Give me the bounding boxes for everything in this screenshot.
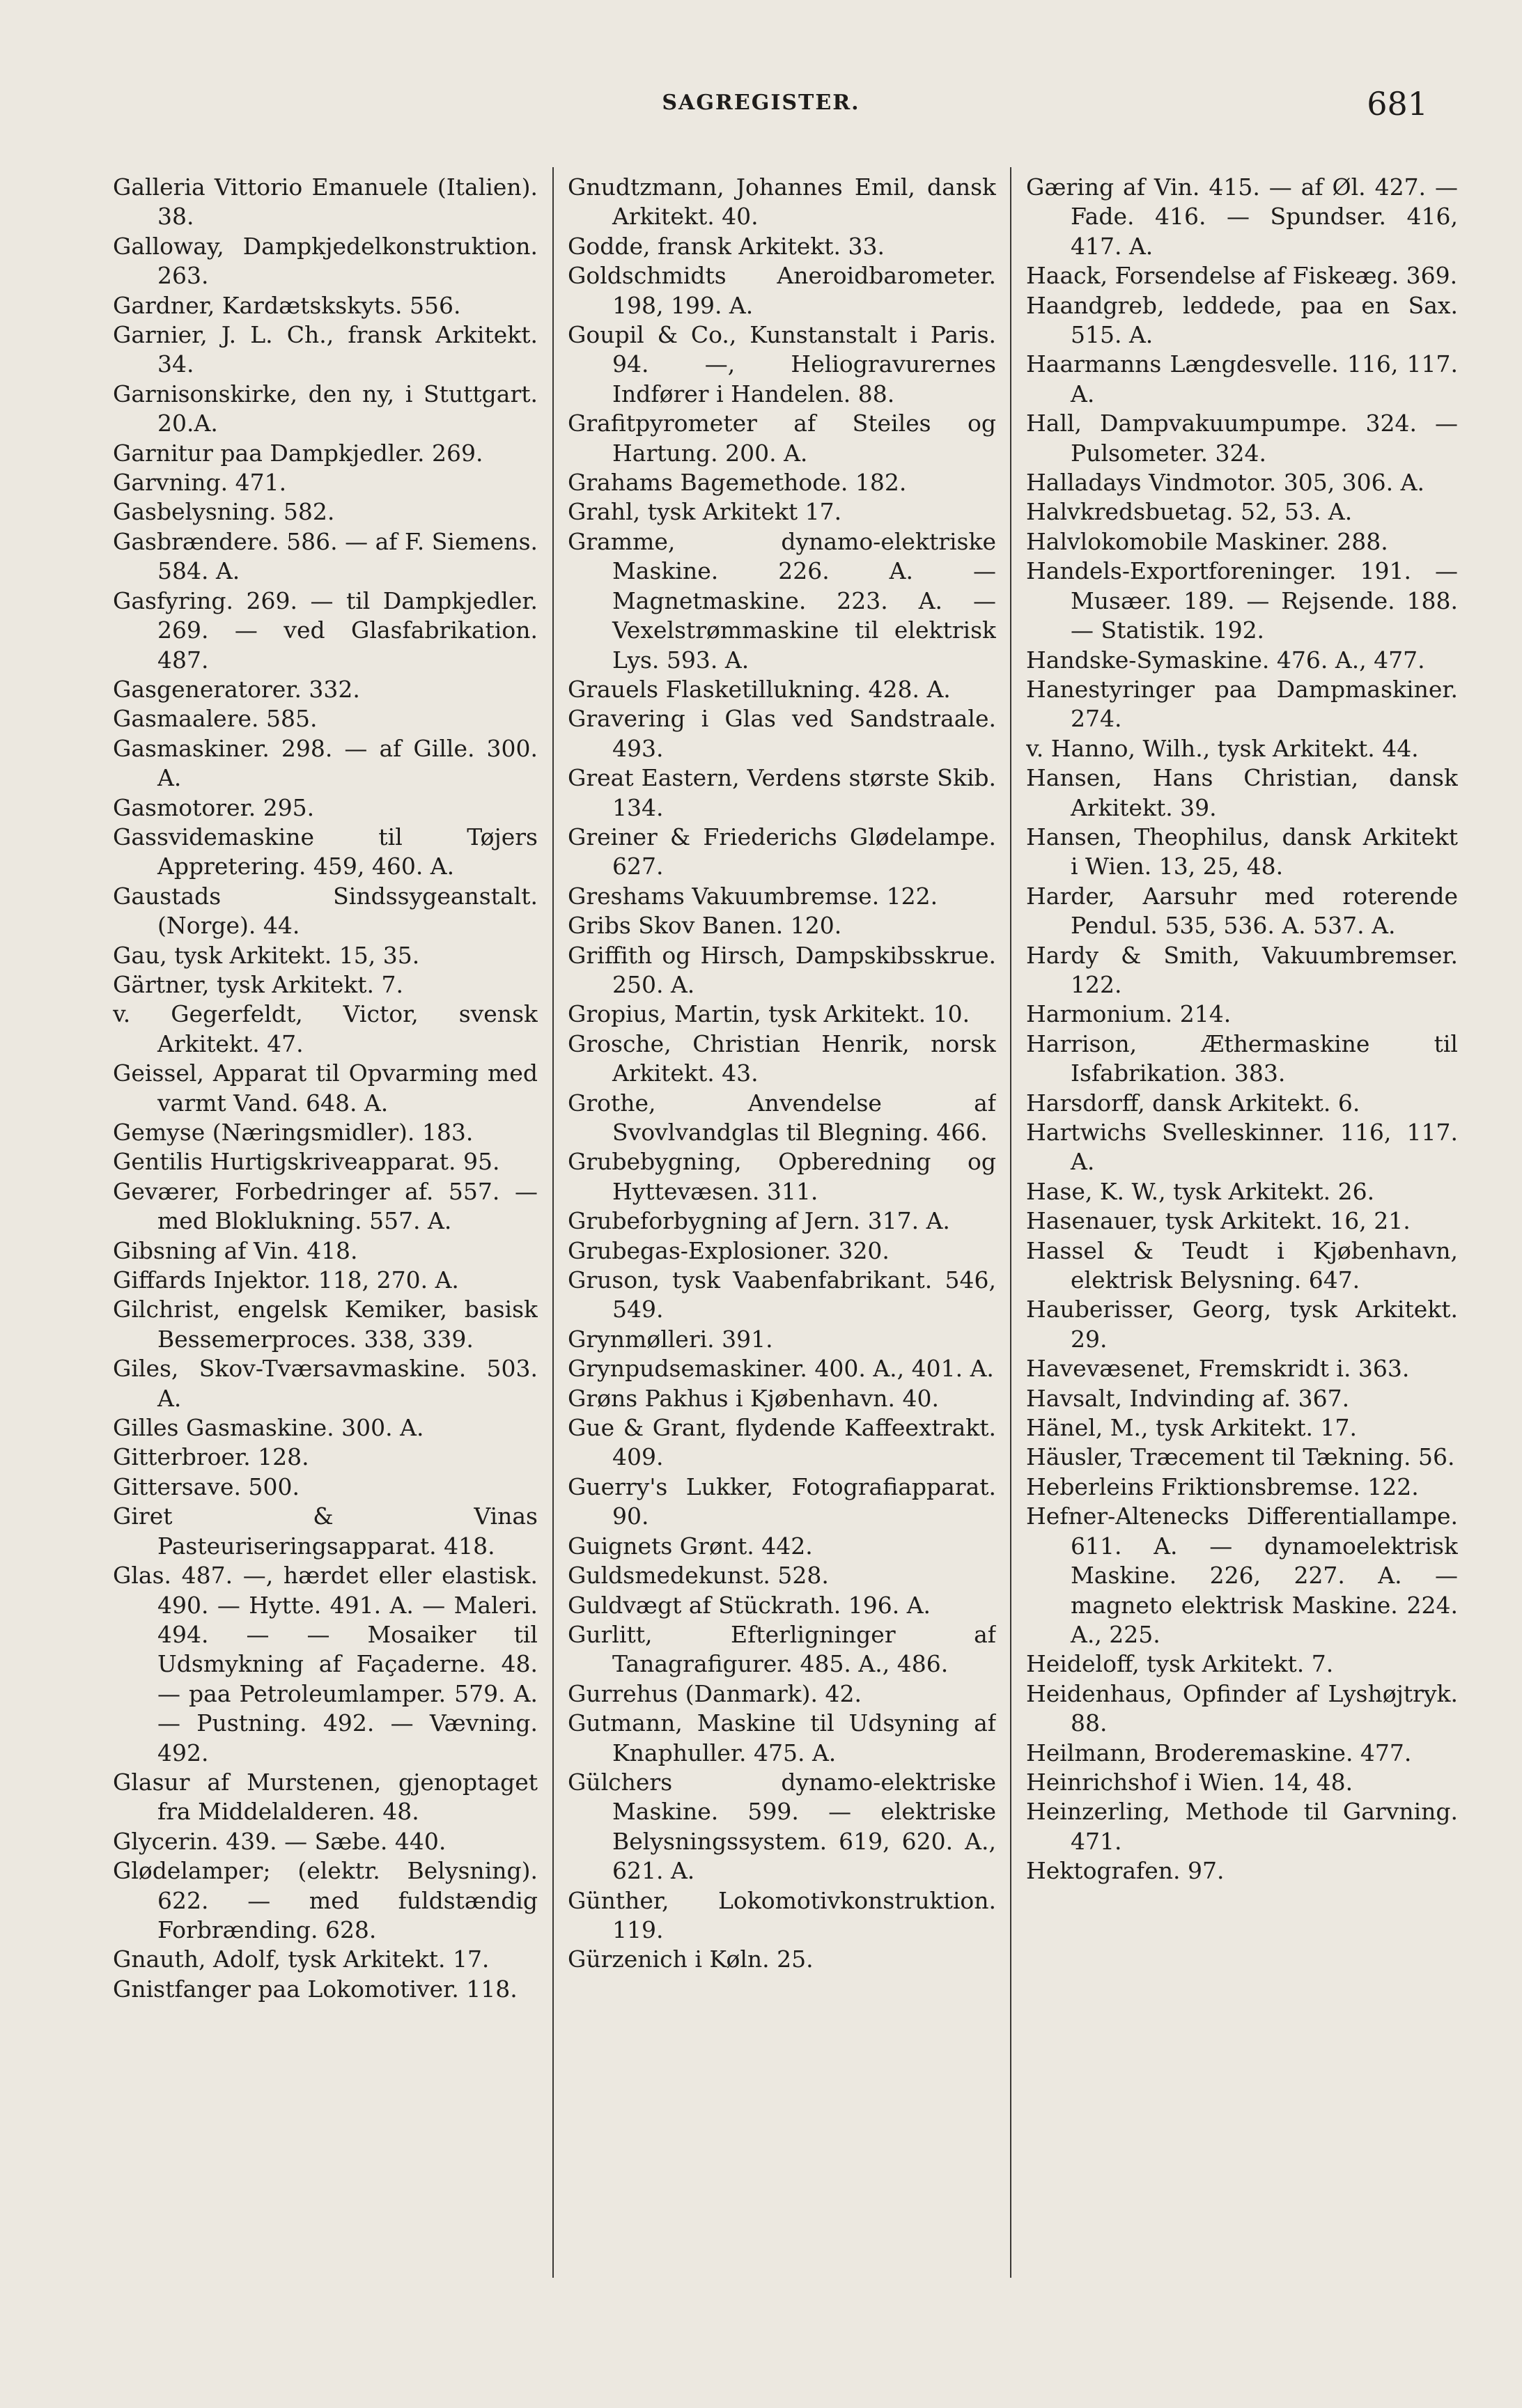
index-entry: Garnitur paa Dampkjedler. 269. <box>113 439 483 467</box>
index-entry: Garnier, J. L. Ch., fransk Arkitekt. 34. <box>113 321 538 378</box>
column-divider <box>552 167 554 2278</box>
index-entry: Handske-Symaskine. 476. A., 477. <box>1026 646 1425 674</box>
index-entry: Heidenhaus, Opfinder af Lyshøjtryk. 88. <box>1026 1679 1458 1737</box>
index-entry: Gärtner, tysk Arkitekt. 7. <box>113 970 403 998</box>
index-entry: Havevæsenet, Fremskridt i. 363. <box>1026 1355 1410 1383</box>
index-entry: Haack, Forsendelse af Fiskeæg. 369. <box>1026 262 1458 290</box>
index-entry: Hefner-Altenecks Differentiallampe. 611. A. — dynamoelektrisk Maskine. 226, 227. A. — magneto elektrisk Maskine. 224. A., 225. <box>1026 1502 1458 1648</box>
index-entry: Günther, Lokomotivkonstruktion. 119. <box>568 1886 996 1943</box>
index-entry: Heinrichshof i Wien. 14, 48. <box>1026 1768 1353 1796</box>
index-entry: Gribs Skov Banen. 120. <box>568 912 842 940</box>
index-entry: Giret & Vinas Pasteuriseringsapparat. 418. <box>113 1502 538 1560</box>
index-entry: v. Gegerfeldt, Victor, svensk Arkitekt. 47. <box>113 1000 538 1057</box>
index-entry: Greshams Vakuumbremse. 122. <box>568 882 938 910</box>
index-entry: Gürzenich i Køln. 25. <box>568 1945 814 1973</box>
index-entry: Gaustads Sindssygeanstalt. (Norge). 44. <box>113 882 538 940</box>
index-entry: Galleria Vittorio Emanuele (Italien). 38. <box>113 173 538 231</box>
index-entry: Gurrehus (Danmark). 42. <box>568 1679 862 1707</box>
index-entry: Harder, Aarsuhr med roterende Pendul. 535, 536. A. 537. A. <box>1026 882 1458 940</box>
index-entry: Grauels Flasketillukning. 428. A. <box>568 675 951 703</box>
index-entry: Gitterbroer. 128. <box>113 1443 309 1471</box>
index-entry: Geværer, Forbedringer af. 557. — med Bloklukning. 557. A. <box>113 1177 538 1235</box>
index-entry: Hansen, Theophilus, dansk Arkitekt i Wien. 13, 25, 48. <box>1026 823 1458 880</box>
index-entry: Hanestyringer paa Dampmaskiner. 274. <box>1026 675 1458 733</box>
page-number: 681 <box>1367 85 1428 123</box>
index-entry: Griffith og Hirsch, Dampskibsskrue. 250. A. <box>568 941 996 998</box>
index-entry: Gilles Gasmaskine. 300. A. <box>113 1414 424 1442</box>
index-entry: Giles, Skov-Tværsavmaskine. 503. A. <box>113 1355 538 1412</box>
index-entry: Gülchers dynamo-elektriske Maskine. 599. — elektriske Belysningssystem. 619, 620. A., 621. A. <box>568 1768 996 1885</box>
index-entry: Gæring af Vin. 415. — af Øl. 427. — Fade. 416. — Spundser. 416, 417. A. <box>1026 173 1458 260</box>
index-entry: Geissel, Apparat til Opvarming med varmt Vand. 648. A. <box>113 1059 538 1117</box>
index-column-3 <box>1026 173 1458 2276</box>
index-entry: Gnudtzmann, Johannes Emil, dansk Arkitekt. 40. <box>568 173 996 231</box>
index-entry: Heberleins Friktionsbremse. 122. <box>1026 1473 1419 1500</box>
index-entry: Gutmann, Maskine til Udsyning af Knaphuller. 475. A. <box>568 1709 996 1766</box>
column-divider <box>1010 167 1011 2278</box>
index-entry: Gurlitt, Efterligninger af Tanagrafigurer. 485. A., 486. <box>568 1620 996 1678</box>
index-entry: Giffards Injektor. 118, 270. A. <box>113 1266 459 1294</box>
index-entry: Hase, K. W., tysk Arkitekt. 26. <box>1026 1177 1375 1205</box>
index-entry: Guldvægt af Stückrath. 196. A. <box>568 1591 931 1619</box>
index-entry: Garvning. 471. <box>113 469 287 497</box>
index-entry: Halvkredsbuetag. 52, 53. A. <box>1026 498 1353 526</box>
index-entry: Hardy & Smith, Vakuumbremser. 122. <box>1026 941 1458 998</box>
index-entry: Grahl, tysk Arkitekt 17. <box>568 498 842 526</box>
index-entry: Grynmølleri. 391. <box>568 1325 773 1353</box>
index-entry: Guerry's Lukker, Fotografiapparat. 90. <box>568 1473 996 1530</box>
index-entry: Harrison, Æthermaskine til Isfabrikation. 383. <box>1026 1030 1458 1087</box>
index-entry: Gasmaskiner. 298. — af Gille. 300. A. <box>113 734 538 792</box>
index-entry: Grubebygning, Opberedning og Hyttevæsen. 311. <box>568 1148 996 1205</box>
index-entry: Grubeforbygning af Jern. 317. A. <box>568 1207 950 1235</box>
index-entry: Gibsning af Vin. 418. <box>113 1236 358 1264</box>
index-entry: Gasmotorer. 295. <box>113 793 315 821</box>
index-entry: Gau, tysk Arkitekt. 15, 35. <box>113 941 420 969</box>
index-entry: Gasfyring. 269. — til Dampkjedler. 269. — ved Glasfabrikation. 487. <box>113 587 538 674</box>
index-entry: Galloway, Dampkjedelkonstruktion. 263. <box>113 232 538 290</box>
index-entry: Grynpudsemaskiner. 400. A., 401. A. <box>568 1355 994 1383</box>
index-entry: Gasbelysning. 582. <box>113 498 335 526</box>
index-entry: Gravering i Glas ved Sandstraale. 493. <box>568 705 996 762</box>
index-entry: Goldschmidts Aneroidbarometer. 198, 199. A. <box>568 262 996 319</box>
index-entry: Hansen, Hans Christian, dansk Arkitekt. 39. <box>1026 764 1458 821</box>
index-entry: Gruson, tysk Vaabenfabrikant. 546, 549. <box>568 1266 996 1323</box>
index-entry: Grothe, Anvendelse af Svovlvandglas til Blegning. 466. <box>568 1089 996 1146</box>
index-entry: Havsalt, Indvinding af. 367. <box>1026 1384 1350 1412</box>
index-entry: Hasenauer, tysk Arkitekt. 16, 21. <box>1026 1207 1411 1235</box>
index-entry: Gentilis Hurtigskriveapparat. 95. <box>113 1148 500 1176</box>
index-entry: Gnistfanger paa Lokomotiver. 118. <box>113 1975 518 2003</box>
index-entry: Grubegas-Explosioner. 320. <box>568 1236 890 1264</box>
index-entry: Glas. 487. —, hærdet eller elastisk. 490. — Hytte. 491. A. — Maleri. 494. — — Mosaiker til Udsmykning af Façaderne. 48. — paa Petroleumlamper. 579. A. — Pustning. 492. — Vævning. 492. <box>113 1562 538 1766</box>
index-entry: Haandgreb, leddede, paa en Sax. 515. A. <box>1026 291 1458 349</box>
index-entry: Guignets Grønt. 442. <box>568 1532 813 1560</box>
index-entry: Guldsmedekunst. 528. <box>568 1562 829 1590</box>
index-entry: Greiner & Friederichs Glødelampe. 627. <box>568 823 996 880</box>
index-entry: Hall, Dampvakuumpumpe. 324. — Pulsometer. 324. <box>1026 410 1458 467</box>
index-entry: Hektografen. 97. <box>1026 1857 1225 1885</box>
index-entry: Heideloff, tysk Arkitekt. 7. <box>1026 1650 1334 1678</box>
index-entry: Grosche, Christian Henrik, norsk Arkitekt. 43. <box>568 1030 996 1087</box>
index-entry: Gnauth, Adolf, tysk Arkitekt. 17. <box>113 1945 490 1973</box>
running-header: SAGREGISTER. <box>662 91 860 115</box>
index-entry: Halladays Vindmotor. 305, 306. A. <box>1026 469 1424 497</box>
index-entry: Gardner, Kardætskskyts. 556. <box>113 291 461 319</box>
index-entry: Glødelamper; (elektr. Belysning). 622. — med fuldstændig Forbrænding. 628. <box>113 1857 538 1943</box>
index-entry: Gilchrist, engelsk Kemiker, basisk Bessemerproces. 338, 339. <box>113 1296 538 1353</box>
index-entry: Hassel & Teudt i Kjøbenhavn, elektrisk Belysning. 647. <box>1026 1236 1458 1294</box>
index-entry: Heinzerling, Methode til Garvning. 471. <box>1026 1798 1458 1855</box>
index-entry: v. Hanno, Wilh., tysk Arkitekt. 44. <box>1026 734 1419 762</box>
index-entry: Hauberisser, Georg, tysk Arkitekt. 29. <box>1026 1296 1458 1353</box>
index-entry: Gasbrændere. 586. — af F. Siemens. 584. A. <box>113 527 538 585</box>
index-entry: Goupil & Co., Kunstanstalt i Paris. 94. —, Heliogravurernes Indfører i Handelen. 88. <box>568 321 996 407</box>
index-entry: Heilmann, Broderemaskine. 477. <box>1026 1739 1412 1766</box>
index-entry: Gasgeneratorer. 332. <box>113 675 360 703</box>
index-entry: Hänel, M., tysk Arkitekt. 17. <box>1026 1414 1358 1442</box>
index-entry: Grafitpyrometer af Steiles og Hartung. 200. A. <box>568 410 996 467</box>
index-entry: Glycerin. 439. — Sæbe. 440. <box>113 1827 446 1855</box>
index-entry: Gasmaalere. 585. <box>113 705 318 733</box>
index-entry: Grøns Pakhus i Kjøbenhavn. 40. <box>568 1384 939 1412</box>
index-entry: Gue & Grant, flydende Kaffeextrakt. 409. <box>568 1414 996 1471</box>
index-entry: Gramme, dynamo-elektriske Maskine. 226. A. — Magnetmaskine. 223. A. — Vexelstrømmaskine til elektrisk Lys. 593. A. <box>568 527 996 674</box>
index-entry: Harmonium. 214. <box>1026 1000 1232 1028</box>
index-entry: Häusler, Træcement til Tækning. 56. <box>1026 1443 1455 1471</box>
index-entry: Gropius, Martin, tysk Arkitekt. 10. <box>568 1000 970 1028</box>
index-entry: Gemyse (Næringsmidler). 183. <box>113 1119 474 1146</box>
index-column-1 <box>113 173 538 2276</box>
index-entry: Gittersave. 500. <box>113 1473 300 1500</box>
index-entry: Godde, fransk Arkitekt. 33. <box>568 232 885 260</box>
index-column-2 <box>568 173 996 2276</box>
index-entry: Handels-Exportforeninger. 191. — Musæer. 189. — Rejsende. 188. — Statistik. 192. <box>1026 557 1458 644</box>
index-entry: Grahams Bagemethode. 182. <box>568 469 907 497</box>
index-entry: Haarmanns Længdesvelle. 116, 117. A. <box>1026 350 1458 407</box>
index-entry: Gassvidemaskine til Tøjers Appretering. 459, 460. A. <box>113 823 538 880</box>
index-entry: Glasur af Murstenen, gjenoptaget fra Middelalderen. 48. <box>113 1768 538 1826</box>
index-entry: Hartwichs Svelleskinner. 116, 117. A. <box>1026 1119 1458 1176</box>
index-entry: Great Eastern, Verdens største Skib. 134. <box>568 764 996 821</box>
index-entry: Garnisonskirke, den ny, i Stuttgart. 20.A. <box>113 380 538 437</box>
index-entry: Harsdorff, dansk Arkitekt. 6. <box>1026 1089 1360 1117</box>
index-entry: Halvlokomobile Maskiner. 288. <box>1026 527 1388 555</box>
